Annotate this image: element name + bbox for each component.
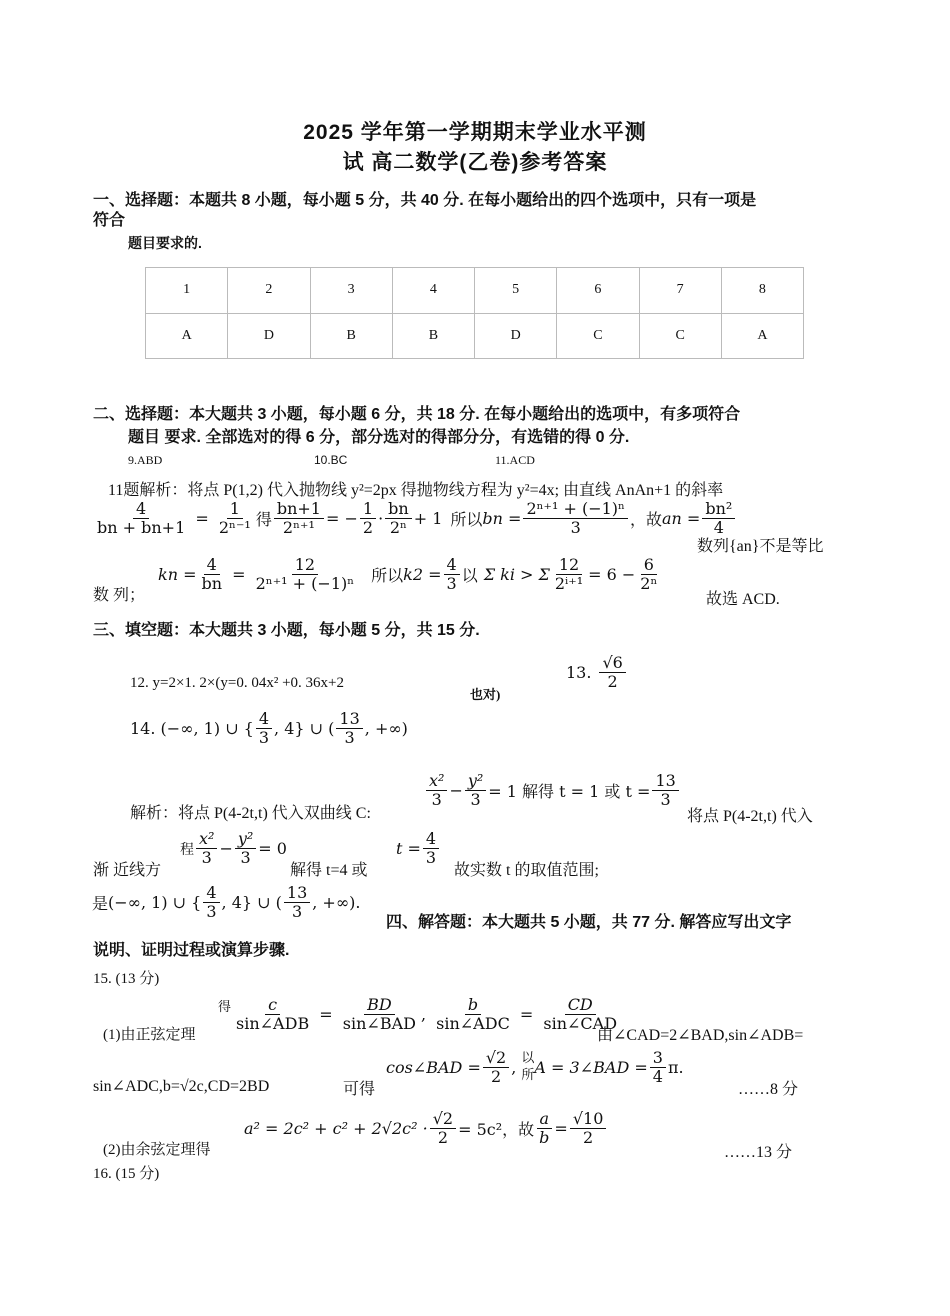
minus-sign: − bbox=[449, 781, 463, 801]
fraction-num: 3 bbox=[650, 1049, 666, 1068]
answer-13 bbox=[566, 654, 628, 692]
section4-heading: 四、解答题：本大题共 5 小题，共 77 分. 解答应写出文字 bbox=[386, 914, 792, 931]
fraction bbox=[203, 884, 219, 922]
table-cell: C bbox=[557, 313, 639, 359]
text-suoyi2: 所以 bbox=[371, 566, 404, 586]
q14-jian: 渐 近线方 bbox=[93, 862, 162, 879]
section3-heading: 三、填空题：本大题共 3 小题，每小题 5 分，共 15 分. bbox=[93, 622, 480, 639]
fraction-num: 1 bbox=[360, 500, 376, 519]
fraction bbox=[426, 772, 447, 810]
answer-14-a: 14. (−∞, 1) ∪ { bbox=[130, 719, 254, 739]
text-de: 得 bbox=[255, 510, 272, 530]
minus-sign: − bbox=[219, 839, 233, 859]
table-cell: B bbox=[392, 313, 474, 359]
fraction-den: 3 bbox=[425, 848, 437, 868]
answer-10: 10.BC bbox=[314, 453, 348, 467]
cos-law-tail: = 5c²，故 bbox=[458, 1120, 535, 1140]
fraction-num: 4 bbox=[444, 556, 460, 575]
section1-heading: 一、选择题：本题共 8 小题，每小题 5 分，共 40 分. 在每小题给出的四个选项中，只有一项是 bbox=[93, 192, 757, 209]
text-gu: ，故 bbox=[629, 510, 662, 530]
fraction-num: 12 bbox=[556, 556, 582, 575]
q14-jiexi2: 将点 P(4-2t,t) 代入 bbox=[687, 808, 813, 825]
fraction-num: √2 bbox=[483, 1049, 509, 1068]
table-cell: B bbox=[310, 313, 392, 359]
fraction bbox=[256, 710, 272, 748]
fraction bbox=[385, 500, 412, 538]
q15-score-8: ……8 分 bbox=[738, 1081, 799, 1098]
q14-range: 故实数 t 的取值范围; bbox=[454, 862, 599, 879]
q11-not-geometric: 数列{an}不是等比 bbox=[697, 538, 824, 555]
fraction bbox=[650, 1049, 666, 1087]
text-suo: 所 bbox=[521, 1067, 535, 1083]
fraction-den: b bbox=[539, 1128, 550, 1148]
table-cell: 8 bbox=[721, 268, 803, 314]
fraction-den: 3 bbox=[660, 790, 671, 810]
minus-sign: = − bbox=[325, 509, 358, 529]
q14-hyperbola-formula bbox=[424, 772, 681, 810]
fraction-den: 2 bbox=[362, 518, 374, 538]
fraction-den: 3 bbox=[206, 902, 217, 922]
fraction-den: 4 bbox=[652, 1067, 663, 1087]
fraction-den: 3 bbox=[431, 790, 442, 810]
text-yi: 以 bbox=[461, 566, 478, 586]
fraction-den: 2 bbox=[490, 1067, 502, 1087]
q14-asy-t: 解得 t=4 或 bbox=[290, 862, 368, 879]
answer-9: 9.ABD bbox=[128, 453, 163, 467]
fraction bbox=[94, 500, 188, 538]
text-shi: 是 bbox=[92, 894, 109, 914]
fraction bbox=[430, 1110, 456, 1148]
table-cell: 3 bbox=[310, 268, 392, 314]
answer-12-tail: 也对) bbox=[470, 687, 501, 702]
A-equation: A = 3∠BAD = bbox=[534, 1058, 648, 1078]
fraction bbox=[199, 556, 226, 594]
answer-11: 11.ACD bbox=[495, 453, 535, 467]
fraction bbox=[637, 556, 660, 594]
fraction bbox=[340, 996, 419, 1034]
fraction bbox=[336, 710, 362, 748]
answer-table-question-row bbox=[146, 268, 804, 314]
fraction-den: sin∠ADC bbox=[436, 1014, 510, 1034]
fraction bbox=[274, 500, 324, 538]
fraction-den: 3 bbox=[291, 902, 303, 922]
q16-title: 16. (15 分) bbox=[93, 1166, 160, 1182]
fraction bbox=[233, 996, 312, 1034]
section1-heading-b: 符合 bbox=[93, 212, 126, 229]
table-cell: C bbox=[639, 313, 721, 359]
hyp-equation: = 1 解得 t = 1 或 t = bbox=[488, 782, 651, 802]
equals-sign: = bbox=[514, 1005, 539, 1025]
q15-kede: 可得 bbox=[343, 1081, 376, 1098]
fraction-num: 2ⁿ⁺¹ + (−1)ⁿ bbox=[523, 500, 628, 519]
cos-law: a² = 2c² + c² + 2√2c² · bbox=[244, 1119, 428, 1139]
q15-part2: (2)由余弦定理得 bbox=[103, 1142, 211, 1158]
equals-sign: = bbox=[554, 1119, 568, 1139]
q15-cos-formula bbox=[386, 1049, 684, 1087]
fraction-den: 3 bbox=[258, 728, 270, 748]
fraction-num: 4 bbox=[423, 830, 439, 849]
table-cell: D bbox=[228, 313, 310, 359]
section4-heading-b: 说明、证明过程或演算步骤. bbox=[93, 942, 290, 959]
sum-expression: Σ ki > Σ bbox=[483, 565, 550, 585]
answer-14-end: , +∞) bbox=[364, 719, 408, 739]
q15-score-13: ……13 分 bbox=[724, 1144, 793, 1161]
fraction-num: c bbox=[265, 996, 280, 1015]
fraction bbox=[523, 500, 628, 538]
fraction-den: 2ⁱ⁺¹ bbox=[554, 574, 584, 594]
fraction-num: 13 bbox=[284, 884, 310, 903]
fraction-num: 12 bbox=[292, 556, 318, 575]
q15-cosine-law-formula bbox=[244, 1110, 608, 1148]
fraction-den: bn + bn+1 bbox=[97, 518, 186, 538]
fraction-num: x² bbox=[426, 772, 447, 791]
fraction-num: 4 bbox=[204, 556, 220, 575]
q11-intro: 11题解析：将点 P(1,2) 代入抛物线 y²=2px 得抛物线方程为 y²=4x; 由直线 AnAn+1 的斜率 bbox=[108, 482, 724, 499]
equals-sign: = bbox=[190, 509, 214, 529]
fraction bbox=[360, 500, 376, 538]
fraction bbox=[216, 500, 254, 538]
fraction bbox=[465, 772, 486, 810]
fraction-num: 4 bbox=[256, 710, 272, 729]
fraction bbox=[444, 556, 460, 594]
fraction-num: √10 bbox=[570, 1110, 607, 1129]
fraction-num: bn² bbox=[702, 500, 735, 519]
fraction-den: sin∠CAD bbox=[543, 1014, 618, 1034]
fraction-num: 1 bbox=[227, 500, 243, 519]
fraction-num: 13 bbox=[652, 772, 678, 791]
t-label: t = bbox=[396, 839, 421, 859]
pi: π. bbox=[667, 1058, 684, 1078]
q14-asymptote-formula bbox=[180, 830, 287, 868]
fraction-den: 2 bbox=[437, 1128, 448, 1148]
fraction-den: bn bbox=[201, 574, 223, 594]
q15-title: 15. (13 分) bbox=[93, 971, 160, 987]
range-mid: , 4} ∪ ( bbox=[221, 893, 282, 913]
table-cell: 7 bbox=[639, 268, 721, 314]
fraction-num: b bbox=[465, 996, 481, 1015]
answer-14 bbox=[130, 710, 408, 748]
fraction-num: y² bbox=[235, 830, 256, 849]
fraction-num: CD bbox=[565, 996, 596, 1015]
fraction-den: sin∠BAD bbox=[342, 1014, 416, 1034]
section2-heading-b: 题目 要求. 全部选对的得 6 分，部分选对的得部分分，有选错的得 0 分. bbox=[128, 429, 630, 446]
comma: , bbox=[511, 1058, 522, 1078]
q15-sine-formula bbox=[218, 996, 622, 1034]
fraction-den: 4 bbox=[713, 518, 724, 538]
fraction bbox=[196, 830, 217, 868]
fraction-den: 3 bbox=[446, 574, 457, 594]
cos-lhs: cos∠BAD = bbox=[386, 1058, 481, 1078]
fraction-den: 2ⁿ bbox=[640, 574, 658, 594]
table-cell: 4 bbox=[392, 268, 474, 314]
q15-condition: 由∠CAD=2∠BAD,sin∠ADB= bbox=[597, 1027, 804, 1044]
fraction-den: sin∠ADB bbox=[236, 1014, 310, 1034]
text-cheng: 程 bbox=[180, 841, 194, 858]
fraction-den: 2ⁿ⁻¹ bbox=[218, 518, 251, 538]
fraction bbox=[423, 830, 439, 868]
table-cell: A bbox=[721, 313, 803, 359]
fraction-num: √6 bbox=[599, 654, 625, 673]
table-cell: 2 bbox=[228, 268, 310, 314]
q11-shulie: 数 列； bbox=[93, 587, 146, 604]
fraction-den: 2ⁿ⁺¹ bbox=[282, 518, 315, 538]
equals-sign: = bbox=[314, 1005, 338, 1025]
fraction-num: 4 bbox=[133, 500, 149, 519]
q11-formula-line2 bbox=[158, 556, 662, 594]
fraction-num: BD bbox=[364, 996, 395, 1015]
fraction bbox=[433, 996, 513, 1034]
fraction-num: y² bbox=[465, 772, 486, 791]
range-end: , +∞). bbox=[312, 893, 361, 913]
fraction-den: 3 bbox=[570, 518, 581, 538]
fraction bbox=[599, 654, 625, 692]
sum-tail: = 6 − bbox=[588, 565, 636, 585]
fraction-num: a bbox=[537, 1110, 553, 1129]
fraction-den: 3 bbox=[201, 848, 212, 868]
fraction-den: 2ⁿ⁺¹ + (−1)ⁿ bbox=[255, 574, 355, 594]
table-cell: 6 bbox=[557, 268, 639, 314]
table-cell: 1 bbox=[146, 268, 228, 314]
text-yi: 以 bbox=[521, 1051, 535, 1066]
fraction-num: 13 bbox=[336, 710, 362, 729]
answer-14-mid: , 4} ∪ ( bbox=[274, 719, 335, 739]
fraction-den: 2 bbox=[607, 672, 618, 692]
dot-sign: · bbox=[378, 509, 384, 529]
table-cell: A bbox=[146, 313, 228, 359]
section2-heading: 二、选择题：本大题共 3 小题，每小题 6 分，共 18 分. 在每小题给出的选项中，有多项符合 bbox=[93, 406, 741, 423]
text-de: 得 bbox=[218, 1000, 232, 1015]
plus-one: + 1 bbox=[413, 509, 443, 529]
text-suoyi-stack bbox=[521, 1051, 534, 1085]
fraction-den: 3 bbox=[344, 728, 355, 748]
range-a: (−∞, 1) ∪ { bbox=[108, 893, 202, 913]
fraction-num: bn+1 bbox=[274, 500, 324, 519]
fraction bbox=[253, 556, 358, 594]
fraction-den: 2 bbox=[583, 1128, 594, 1148]
answer-table bbox=[145, 267, 804, 359]
fraction-num: 6 bbox=[641, 556, 657, 575]
q14-range-formula bbox=[92, 884, 360, 922]
q15-part1: (1)由正弦定理 bbox=[103, 1027, 196, 1043]
fraction bbox=[235, 830, 256, 868]
q11-pick: 故选 ACD. bbox=[706, 591, 780, 608]
answer-13-label: 13. bbox=[566, 663, 592, 683]
page-title-line2: 试 高二数学(乙卷)参考答案 bbox=[342, 151, 608, 174]
page-title: 2025 学年第一学期期末学业水平测 bbox=[303, 121, 647, 144]
text-suoyi: 所以 bbox=[450, 510, 483, 530]
fraction-den: 2ⁿ bbox=[389, 518, 407, 538]
fraction bbox=[552, 556, 586, 594]
fraction-num: 4 bbox=[203, 884, 219, 903]
an-label: an = bbox=[661, 509, 701, 529]
bn-label: bn = bbox=[482, 509, 522, 529]
k2-label: k2 = bbox=[403, 565, 442, 585]
q15-condition2: sin∠ADC,b=√2c,CD=2BD bbox=[93, 1078, 270, 1095]
q11-formula-line1 bbox=[92, 500, 737, 538]
kn-label: kn = bbox=[158, 565, 197, 585]
comma: , bbox=[420, 1005, 432, 1025]
fraction-den: 3 bbox=[470, 790, 481, 810]
fraction bbox=[536, 1110, 552, 1148]
fraction bbox=[284, 884, 310, 922]
answer-table-answer-row bbox=[146, 313, 804, 359]
equals-sign: = bbox=[227, 565, 251, 585]
fraction-num: √2 bbox=[430, 1110, 456, 1129]
fraction bbox=[483, 1049, 509, 1087]
fraction-num: bn bbox=[385, 500, 412, 519]
section1-heading-c: 题目要求的. bbox=[128, 235, 202, 251]
fraction bbox=[652, 772, 678, 810]
fraction-num: x² bbox=[196, 830, 217, 849]
q14-asy-t2 bbox=[396, 830, 441, 868]
table-cell: D bbox=[475, 313, 557, 359]
q14-jiexi: 解析：将点 P(4-2t,t) 代入双曲线 C: bbox=[130, 805, 371, 822]
table-cell: 5 bbox=[475, 268, 557, 314]
fraction bbox=[570, 1110, 607, 1148]
asy-eq: = 0 bbox=[258, 839, 287, 859]
fraction-den: 3 bbox=[240, 848, 251, 868]
answer-12: 12. y=2×1. 2×(y=0. 04x² +0. 36x+2 bbox=[130, 675, 344, 691]
